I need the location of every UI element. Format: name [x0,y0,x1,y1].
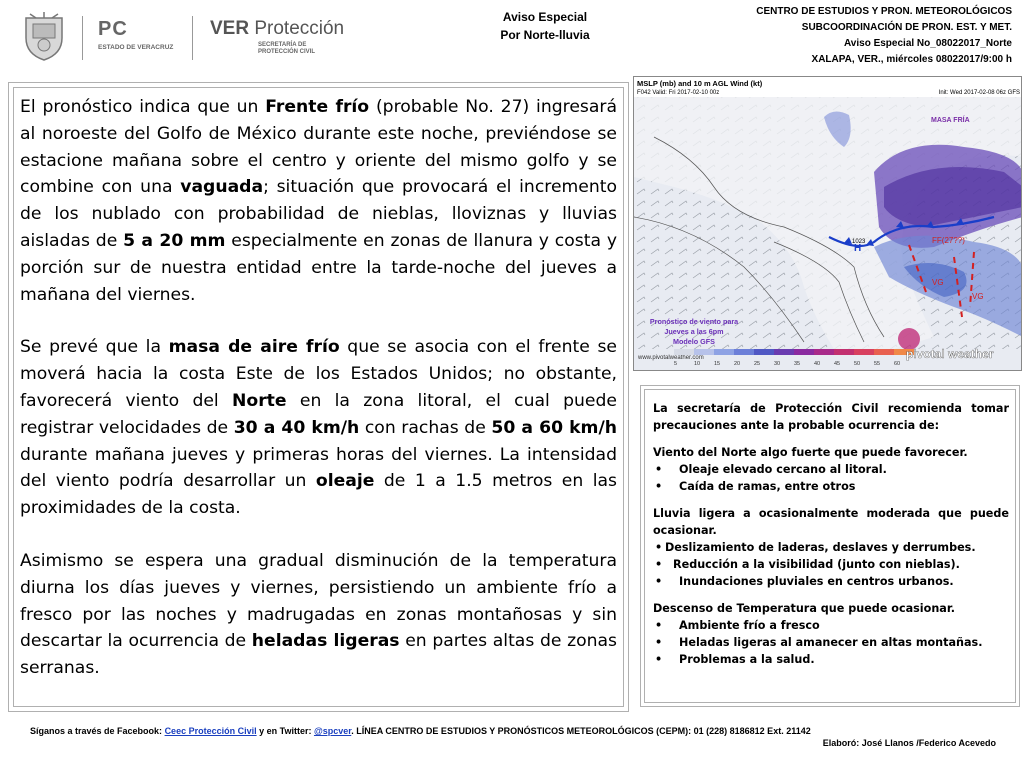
bullet: • [655,541,663,554]
map-caption-line1: Pronóstico de viento para [649,317,739,326]
pc-logo [98,18,173,51]
colorbar-tick-label: 35 [794,361,801,367]
brand-part-a: pivo [906,347,931,361]
high-pressure-label: H [854,243,862,254]
bold-run: Norte [232,390,287,411]
aviso-line1: Aviso Especial [502,10,588,24]
bullet: • [655,619,663,632]
list-item-text: Problemas a la salud. [679,653,815,666]
bold-run: 50 a 60 km/h [491,417,617,438]
colorbar-tick-label: 50 [854,361,861,367]
forecast-text-panel [8,82,629,712]
list-item [653,461,1009,478]
map-valid-time: F042 Valid: Fri 2017-02-10 00z [637,90,720,96]
ver-logo-word: Protección [254,18,345,39]
header-divider [192,16,193,60]
text-run: El pronóstico indica que un [20,97,266,117]
map-caption-line2: Jueves a las 6pm [664,327,724,336]
bullet: • [655,653,663,666]
bullet: • [655,558,663,571]
ver-logo-bold: VER [210,18,250,39]
bullet: • [655,636,663,649]
pressure-value-label: 1023 [852,239,866,245]
map-title: MSLP (mb) and 10 m AGL Wind (kt) [637,79,763,88]
recommend-intro: La secretaría de Protección Civil recomienda tomar precauciones ante la probable ocurrencia de: [653,402,1009,432]
header-aviso-number: Aviso Especial No_08022017_Norte [843,38,1012,49]
text-run: (probable No. 27) ingresará al noroeste del Golfo de México durante este noche, previéndose se estacione mañana sobre el centro y oriente del mismo golfo y se combine con una [20,97,617,198]
bold-run: heladas ligeras [251,631,400,652]
ver-logo-sub1: SECRETARÍA DE [258,42,307,48]
colorbar-tick-label: 25 [754,361,761,367]
list-item [653,573,1009,590]
text-run: Asimismo se espera una gradual disminución de la temperatura diurna los días jueves y viernes, persistiendo un ambiente frío a fresco por las noches y madrugadas en zonas montañosas y sin descartar la ocurrencia de [20,550,617,652]
list-item-text: Caída de ramas, entre otros [679,480,856,493]
forecast-paragraph-3 [20,548,617,682]
colorbar-tick-label: 20 [734,361,741,367]
twitter-link[interactable]: @spcver [313,726,352,736]
ver-logo-sub2: PROTECCIÓN CIVIL [258,49,316,55]
text-run: Se prevé que la [20,337,169,358]
wind-speed-colorbar [674,349,914,355]
bullet: • [655,575,663,588]
bold-run: 5 a 20 mm [123,230,226,251]
header-subcoordination: SUBCOORDINACIÓN DE PRON. EST. Y MET. [801,22,1012,33]
list-item-text: Deslizamiento de laderas, deslaves y derrumbes. [665,541,976,554]
bold-run: masa de aire frío [168,337,340,358]
bold-run: vaguada [180,177,264,198]
map-init-time: Init: Wed 2017-02-08 06z GFS [938,90,1020,96]
vaguada-label-2: VG [972,292,984,301]
text-run: ; situación que provocará el incremento de los nublado con probabilidad de nieblas, lloviznas y lluvias aisladas de [20,177,617,251]
ver-proteccion-logo [210,18,344,56]
bold-run: oleaje [315,471,375,492]
colorbar-tick-label: 40 [814,361,821,367]
list-item-text: Reducción a la visibilidad (junto con nieblas). [673,558,960,571]
frente-frio-label: FF(27??) [932,236,965,245]
aviso-title [480,8,610,44]
colorbar-tick-label: 10 [694,361,701,367]
lluvia-header: Lluvia ligera a ocasionalmente moderada que puede ocasionar. [653,507,1009,537]
footer-contact [30,724,811,738]
list-item-text: Heladas ligeras al amanecer en altas montañas. [679,636,983,649]
pivotal-weather-brand [906,347,994,361]
text-run: con rachas de [359,417,492,438]
colorbar-tick-label: 15 [714,361,721,367]
colorbar-tick-label: 60 [894,361,901,367]
bullet: • [655,480,663,493]
list-item-text: Inundaciones pluviales en centros urbanos. [679,575,954,588]
header-divider [82,16,83,60]
list-item [653,556,1009,573]
recommendations-panel [640,385,1020,707]
colorbar-tick-label: 55 [874,361,881,367]
brand-part-b: tal weather [930,347,994,361]
text-run: en partes altas de zonas serranas. [20,631,618,679]
header-center-name: CENTRO DE ESTUDIOS Y PRON. METEOROLÓGICOS [756,6,1012,17]
header-place-date: XALAPA, VER., miércoles 08022017/9:00 h [811,54,1012,65]
veracruz-seal-logo [22,12,66,62]
list-item-text: Ambiente frío a fresco [679,619,820,632]
masa-fria-label: MASA FRÍA [931,117,970,124]
aviso-line2: Por Norte-lluvia [500,28,590,42]
footer-text: Síganos a través de Facebook: [30,726,165,736]
footer-credit: Elaboró: José Llanos /Federico Acevedo [822,738,996,748]
pc-logo-subtext: ESTADO DE VERACRUZ [98,44,174,51]
wind-forecast-map [633,76,1022,371]
forecast-paragraph-1 [20,94,617,308]
pc-logo-text: PC [98,18,128,40]
footer-text: . LÍNEA CENTRO DE ESTUDIOS Y PRONÓSTICOS METEOROLÓGICOS (CEPM): 01 (228) 8186812 Ext. 21142 [351,726,811,736]
text-run: en la zona litoral, el cual puede registrar velocidades de [20,390,617,438]
text-run: durante mañana jueves y primeras horas del viernes. La intensidad del viento podría desarrollar un [20,444,617,492]
list-item-text: Oleaje elevado cercano al litoral. [679,463,887,476]
colorbar-tick-label: 5 [674,361,678,367]
temperatura-header: Descenso de Temperatura que puede ocasionar. [653,602,956,615]
list-item [653,478,1009,495]
colorbar-tick-label: 45 [834,361,841,367]
list-item [653,634,1009,651]
bold-run: 30 a 40 km/h [233,417,360,438]
text-run: especialmente en zonas de llanura y costa y porción sur de nuestra entidad entre la tarde-noche del jueves a mañana del viernes. [20,230,617,305]
map-caption-line3: Modelo GFS [673,337,715,346]
list-item [653,651,1009,668]
map-watermark-url: www.pivotalweather.com [638,355,704,361]
bullet: • [655,463,663,476]
list-item [653,539,1009,556]
bold-run: Frente frío [265,97,370,117]
text-run: de 1 a 1.5 metros en las proximidades de la costa. [20,471,617,519]
header-info-block [756,4,1012,68]
list-item [653,617,1009,634]
text-run: que se asocia con el frente se moverá hacia la costa Este de los Estados Unidos; no obstante, favorecerá viento del [20,337,617,411]
viento-header: Viento del Norte algo fuerte que puede favorecer. [653,446,968,459]
forecast-paragraph-2 [20,334,617,522]
colorbar-tick-label: 30 [774,361,781,367]
facebook-link[interactable]: Ceec Protección Civil [164,726,257,736]
footer-text: y en Twitter: [256,726,314,736]
vaguada-label-1: VG [932,278,944,287]
